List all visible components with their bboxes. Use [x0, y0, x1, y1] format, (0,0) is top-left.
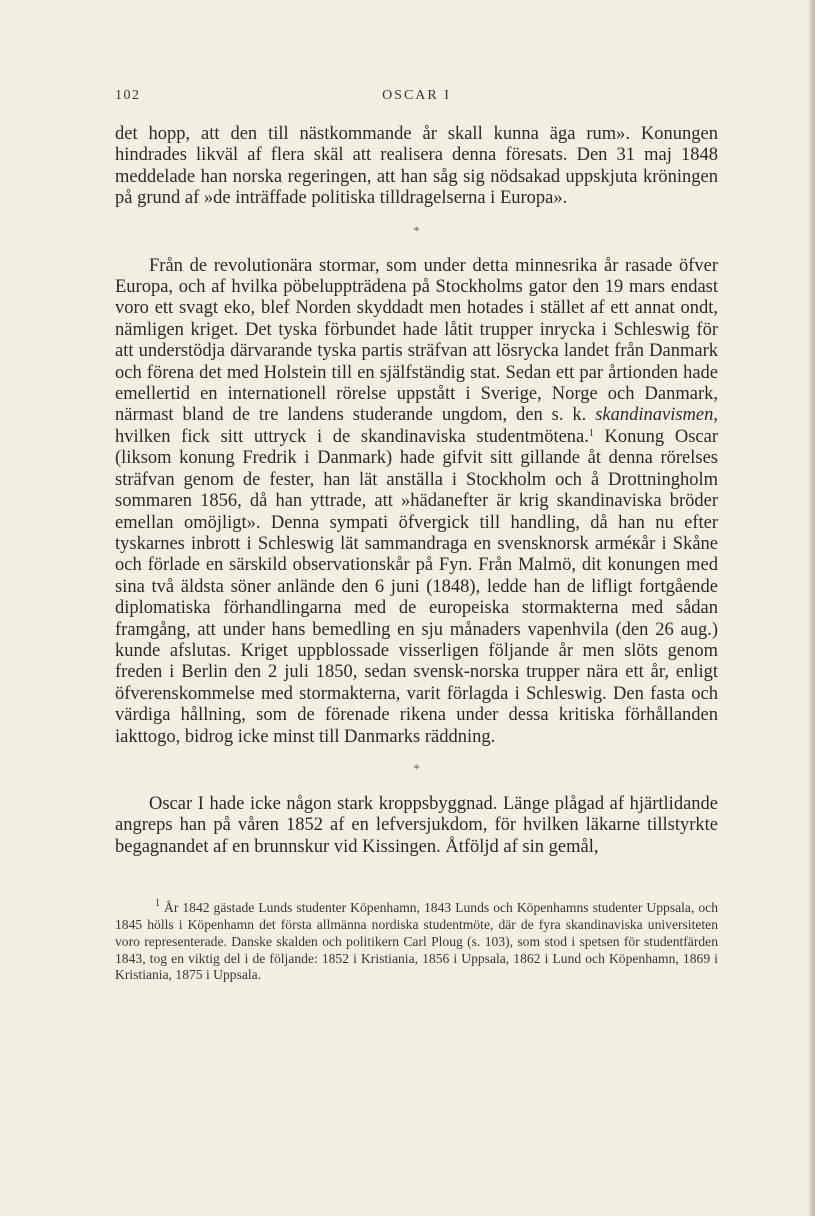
running-head: OSCAR I: [382, 88, 451, 103]
italic-term: skandinavismen: [595, 405, 714, 426]
page-number: 102: [115, 88, 141, 103]
paragraph-2-part-b: , hvilken fick sitt uttryck i de skandinaviska studentmötena.: [115, 405, 718, 447]
page-edge-shadow: [809, 0, 815, 1216]
section-separator-2: *: [413, 760, 420, 776]
footnote-marker: 1: [155, 898, 160, 910]
page-header: [115, 88, 718, 110]
paragraph-2: [115, 256, 718, 748]
paragraph-1: det hopp, att den till nästkommande år skall kunna äga rum». Konungen hindrades likväl af flera skäl att realisera denna föresats. Den 31 maj 1848 meddelade han norska regeringen, att han såg sig nödsakad uppskjuta kröningen på grund af »de inträffade politiska tilldragelserna i Europa».: [115, 124, 718, 209]
footnote-reference: 1: [588, 427, 594, 439]
book-page: [115, 88, 718, 998]
paragraph-2-part-c: Konung Oscar (liksom konung Fredrik i Danmark) hade gifvit sitt gillande åt denna rörelses sträfvan genom de fester, han lät anställa i Stockholm och å Drottningholm sommaren 1856, då han yttrade, att »hädanefter är krig skandinaviska bröder emellan omöjligt». Denna sympati öfvergick till handling, då han nu efter tyskarnes inbrott i Schleswig lät sammandraga en svensknorsk arméкår i Skåne och förlade en särskild observationskår på Fyn. Från Malmö, dit konungen med sina två äldsta söner anlände den 6 juni (1848), ledde han de lifligt fortgående diplomatiska förhandlingarna med de europeiska stormakterna med sådan framgång, att under hans bemedling en sju månaders vapenhvila (den 26 aug.) kunde afslutas. Kriget uppblossade visserligen följande år men slöts genom freden i Berlin den 2 juli 1850, sedan svensk-norska trupper nära ett år, enligt öfverenskommelse med stormakterna, varit förlagda i Schleswig. Den fasta och värdiga hållning, som de förenade rikena under dessa kritiska förhållanden iakttogo, bidrog icke minst till Danmarks räddning.: [115, 426, 718, 747]
footnote: [115, 900, 718, 984]
paragraph-3: Oscar I hade icke någon stark kroppsbyggnad. Länge plågad af hjärtlidande angreps han på våren 1852 af en lefversjukdom, för hvilken läkarne tillstyrkte begagnandet af en brunnskur vid Kissingen. Åtföljd af sin gemål,: [115, 793, 718, 857]
paragraph-2-part-a: Från de revolutionära stormar, som under detta minnesrika år rasade öfver Europa, och af hvilka pöbeluppträdena på Stockholms gator den 19 mars endast voro ett svagt eko, blef Norden skyddadt men hotades i stället af ett annat ondt, nämligen kriget. Det tyska förbundet hade låtit trupper inrycka i Schleswig för att understödja därvarande tyska partis sträfvan att lösrycka landet från Danmark och förena det med Holstein till en själfständig stat. Sedan ett par årtionden hade emellertid en internationell rörelse uppstått i Sverige, Norge och Danmark, närmast bland de tre landens studerande ungdom, den s. k.: [115, 255, 718, 426]
section-separator-1: *: [413, 222, 420, 238]
page-body: [115, 124, 718, 984]
footnote-text: År 1842 gästade Lunds studenter Köpenhamn, 1843 Lunds och Köpenhamns studenter Uppsala, och 1845 hölls i Köpenhamn det första allmänna nordiska studentmöte, där de fyra skandinaviska universiteten voro representerade. Danske skalden och politikern Carl Ploug (s. 103), som stod i spetsen för studentfärden 1843, tog en viktig del i de följande: 1852 i Kristiania, 1856 i Uppsala, 1862 i Lund och Köpenhamn, 1869 i Kristiania, 1875 i Uppsala.: [115, 900, 718, 983]
